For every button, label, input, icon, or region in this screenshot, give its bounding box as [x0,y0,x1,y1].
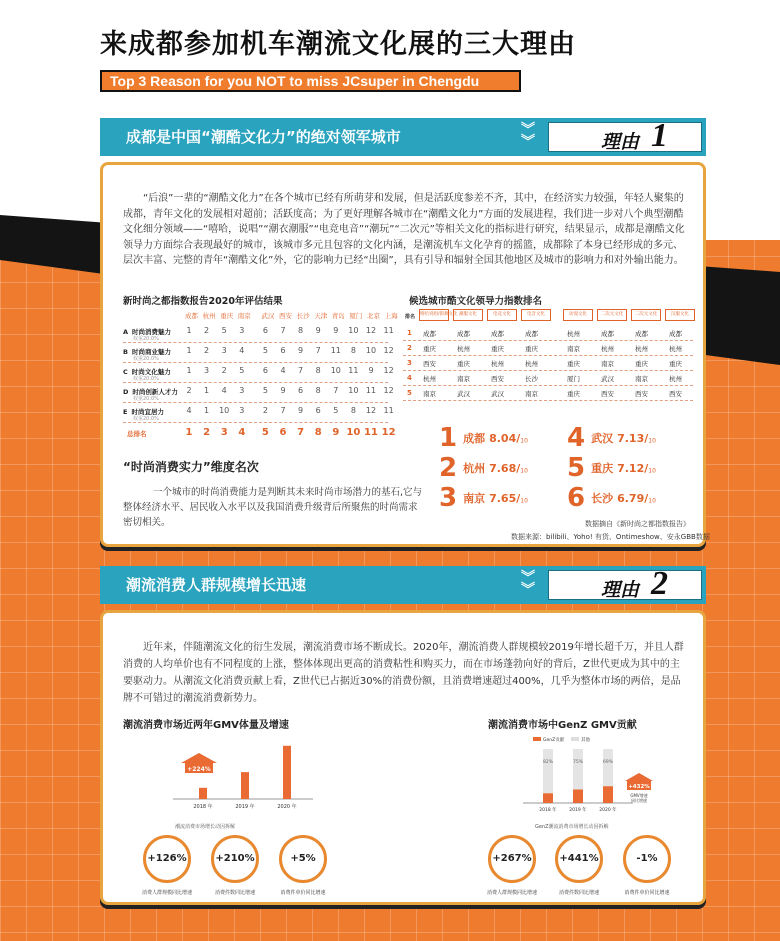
ranking-city: 西安 [669,390,682,398]
ranking-city: 重庆 [567,360,580,368]
table-cell: 10 [219,406,230,415]
table-row-weight: 权重20.0% [133,356,159,362]
table-cell: 7 [280,406,286,415]
chart2-bar-genz [543,793,553,803]
ranking-city: 厦门 [567,375,580,383]
table-cell: 1 [186,366,192,375]
ranking-city: 武汉 [491,390,504,398]
table-row-letter: A [123,328,129,336]
table-cell: 2 [262,406,268,415]
ranking-number: 1 [407,329,412,337]
big-rank-city: 长沙 [591,492,614,505]
table-row-weight: 权重20.0% [133,396,159,402]
table-cell: 5 [221,326,227,335]
growth-arrow-icon [625,773,653,781]
table-cell: 2 [186,386,192,395]
big-rank-number: 1 [439,423,458,453]
big-rank-item [567,483,656,513]
reason2-box [548,565,702,602]
ranking-city: 杭州 [669,375,682,383]
big-rank-unit: 10 [648,467,656,475]
big-rank-score: 7.65/ [489,491,521,505]
table-cell: 5 [262,346,268,355]
table-row-letter: D [123,388,129,396]
stat-circle: +441% [555,835,603,883]
section1-title: 成都是中国“潮酷文化力”的绝对领军城市 [126,128,401,146]
big-rank-city: 杭州 [463,462,486,475]
stat-circle-label: 消费件数同比增速 [558,890,599,896]
ranking-city: 重庆 [669,360,682,368]
table-cell: 8 [315,386,321,395]
section2-paragraph: 近年来，伴随潮流文化的衍生发展，潮流消费市场不断成长。2020年，潮流消费人群规模较2019年增长超千万，并且人群消费的人均单价也有不同程度的上涨，整体体现出更高的消费粘性和购买力，而在市场蓬勃向好的背后，Z世代更成为其中的主要驱动力。从潮流文化消费贡献上看，Z世代已占据近30%的消费份额，且消费增速超过400%，几乎为整体市场的两倍，是品牌不可错过的潮流消费新势力。 [123,642,684,704]
ranking-city: 成都 [669,330,682,338]
source-note-1: 数据摘自《新时尚之都指数报告》 [585,520,690,528]
table-cell: 10 [348,326,359,335]
big-rank-unit: 10 [520,497,528,505]
table-cell: 10 [348,386,359,395]
chart1-x-label: 2019 年 [235,804,255,810]
ranking-city: 杭州 [669,345,682,353]
table-total: 10 [346,427,361,438]
ranking-city: 长沙 [525,375,538,383]
table-cell: 9 [280,386,286,395]
table-city-header: 南京 [237,312,251,320]
ranking-city: 重庆 [525,345,538,353]
ranking-header: 潮服文化 [453,309,483,321]
section2-title: 潮流消费人群规模增长迅速 [126,576,307,594]
table-cell: 3 [239,406,245,415]
ranking-number: 3 [407,359,412,367]
stat-circle-label: 消费人群规模同比增速 [141,890,192,896]
ranking-city: 重庆 [491,345,504,353]
stat-circle-label: 消费件单价同比增速 [624,890,670,896]
ranking-city: 杭州 [601,345,614,353]
section2-card [100,610,706,905]
big-rank-city: 南京 [463,492,486,505]
chart1-bar [199,788,207,799]
growth-arrow-icon [181,753,217,763]
chart1-x-label: 2018 年 [193,804,213,810]
stat-circle-label: 消费人群规模同比增速 [486,890,537,896]
ranking-city: 南京 [423,390,436,398]
chart2-growth-sub1: GMV增速 [630,793,648,798]
table-cell: 6 [262,326,268,335]
table-cell: 7 [280,326,286,335]
ranking-city: 南京 [567,345,580,353]
table-total: 8 [314,427,322,438]
ranking-divider [403,400,693,401]
chart2-x-label: 2019 年 [569,808,587,813]
table-cell: 8 [315,366,321,375]
table-cell: 12 [383,366,394,375]
ranking-city: 杭州 [525,360,538,368]
table-city-header: 青岛 [331,312,345,320]
table-cell: 11 [383,326,394,335]
ranking-city: 杭州 [567,330,580,338]
chart2-pct-label: 75% [572,760,584,765]
table-divider [123,402,388,403]
table-total-label: 总排名 [127,430,147,438]
table-cell: 5 [262,386,268,395]
table-city-header: 厦门 [349,312,363,320]
section2-header [100,566,706,604]
table-cell: 5 [239,366,245,375]
table-total: 12 [381,427,396,438]
table-cell: 12 [365,326,377,335]
table-cell: 6 [280,346,286,355]
ranking-header: 嘻哈说唱/街舞文化 [419,309,449,321]
table-cell: 1 [186,326,192,335]
big-rank-number: 3 [439,483,458,513]
section1-card [100,162,710,547]
big-rank-unit: 10 [520,437,528,445]
ranking-city: 南京 [635,375,648,383]
ranking-city: 成都 [491,330,504,338]
ranking-city: 西安 [635,390,648,398]
table-row-weight: 权重20.0% [133,336,159,342]
big-rank-score: 6.79/ [617,491,649,505]
table-total: 7 [297,427,305,438]
chart2-growth-sub2: 同比增速 [631,798,647,803]
table-cell: 9 [333,326,339,335]
ranking-city: 南京 [601,360,614,368]
ranking-divider [403,340,693,341]
chart2-x-label: 2020 年 [599,808,617,813]
table-cell: 3 [239,386,245,395]
ranking-city: 重庆 [457,360,470,368]
stat-circle-label: 消费件单价同比增速 [280,890,326,896]
chart2-bar-other [543,749,553,793]
table-cell: 7 [298,366,304,375]
ranking-city: 杭州 [491,360,504,368]
ranking-header: 二次元文化 [631,309,661,321]
big-rank-item [439,483,528,513]
table-row-name: 时尚宜居力 [131,408,164,416]
stat-circle: +126% [143,835,191,883]
ranking-city: 成都 [457,330,470,338]
big-rank-number: 6 [567,483,586,513]
table-cell: 10 [330,366,341,375]
ranking-city: 南京 [457,375,470,383]
big-rank-city: 武汉 [591,432,614,445]
chart2-bar-other [573,749,583,790]
table-cell: 7 [333,386,339,395]
section1-paragraph: “后浪”一辈的“潮酷文化力”在各个城市已经有所萌芽和发展，但是活跃度参差不齐，其中，在经济实力较强，年轻人聚集的成都，青年文化的发展相对超前；活跃度高；为了更好理解各城市在“潮酷文化力”方面的发展进程，我们进一步对八个典型潮酷文化细分领域——“嘻哈，说唱”“潮衣潮服”“电竞电音”“潮玩”“二次元”等相关文化的指标进行研究，结果显示，成都是潮酷文化领导力方面综合表现最好的城市，该城市多元且包容的文化内涵，是潮流机车文化孕育的摇篮，成都除了本身已经形成的多元、层次丰富、完整的青年“潮酷文化”外，它的影响力已经“出圈”，具有引导和辐射全国其他地区及城市的影响力和对外输出能力。 [123,193,685,266]
ranking-table [403,309,693,409]
section1-header [100,118,706,156]
ranking-city: 重庆 [635,360,648,368]
reason1-box [548,117,702,154]
stat-circle: +210% [211,835,259,883]
stat-circle: +267% [488,835,536,883]
table-cell: 4 [186,406,192,415]
big-rank-score: 7.68/ [489,461,521,475]
chart2-caption: GenZ潮流消费市场增长动因拆解 [535,824,609,830]
table-city-header: 杭州 [202,312,216,320]
chart2-svg [513,735,663,825]
big-rank-score: 7.12/ [617,461,649,475]
consumption-heading: “时尚消费实力”维度名次 [123,460,259,474]
ranking-title: 候选城市酷文化领导力指数排名 [409,296,543,307]
chart2-title: 潮流消费市场中GenZ GMV贡献 [488,720,637,731]
ranking-number: 4 [407,374,412,382]
table-cell: 10 [365,346,377,355]
table-cell: 4 [280,366,286,375]
table-city-header: 西安 [279,312,292,320]
table-city-header: 重庆 [220,312,234,320]
table-cell: 4 [221,386,227,395]
table-city-header: 上海 [384,312,398,320]
table-cell: 2 [221,366,227,375]
legend-genz-label: GenZ贡献 [543,738,565,743]
stat-circle: +5% [279,835,327,883]
table-row-name: 时尚文化魅力 [131,368,171,376]
table-cell: 11 [330,346,341,355]
table-divider [123,342,388,343]
ranking-divider [403,385,693,386]
chart2-bar-other [603,749,613,786]
table-total: 6 [279,427,287,438]
table-total: 4 [238,427,246,438]
subtitle-banner: Top 3 Reason for you NOT to miss JCsuper in Chengdu [100,70,521,92]
table-total: 3 [220,427,228,438]
chart1-x-label: 2020 年 [277,804,297,810]
legend-genz-swatch [533,737,541,741]
ranking-city: 杭州 [423,375,436,383]
table-cell: 3 [239,326,245,335]
legend-other-swatch [571,737,579,741]
ranking-city: 重庆 [567,390,580,398]
table-cell: 11 [365,386,377,395]
chart2-x-label: 2018 年 [539,808,557,813]
table-row-weight: 权重20.0% [133,376,159,382]
table-row-letter: C [123,368,128,376]
table-total: 11 [364,427,378,438]
chart1-bar [241,772,249,799]
table-total: 9 [332,427,340,438]
chart1-growth-label: +224% [187,766,211,773]
ranking-header: 二次元文化 [597,309,627,321]
table-divider [123,362,388,363]
reason2-number: 2 [651,565,668,602]
stat-circle-label: 消费件数同比增速 [214,890,255,896]
table-cell: 8 [350,346,356,355]
table-cell: 6 [262,366,268,375]
chart2-pct-label: 69% [602,760,614,765]
table-row-name: 时尚商业魅力 [131,348,171,356]
ranking-city: 重庆 [423,345,436,353]
table-total: 2 [203,427,211,438]
table-cell: 9 [298,346,304,355]
ranking-header: 电竞文化 [487,309,517,321]
ranking-city: 武汉 [601,375,614,383]
ranking-city: 成都 [525,330,538,338]
chart2-bar-genz [573,790,583,804]
big-rank-number: 4 [567,423,586,453]
big-rank-number: 5 [567,453,586,483]
fashion-index-table [123,311,398,441]
table-cell: 1 [204,386,210,395]
table-cell: 11 [383,406,394,415]
ranking-divider [403,370,693,371]
consumption-text: 一个城市的时尚消费能力是判断其未来时尚市场潜力的基石,它与整体经济水平、居民收入水平以及我国消费升级背后所聚焦的时尚需求密切相关。 [123,487,423,528]
chart2-bar-genz [603,786,613,803]
big-rank-city: 成都 [463,432,486,445]
table-divider [123,382,388,383]
big-ranks [439,423,689,513]
chart2-pct-label: 82% [542,760,554,765]
big-rank-item [439,423,528,453]
table-cell: 12 [383,346,394,355]
ranking-header: 汉服文化 [665,309,695,321]
ranking-city: 杭州 [457,345,470,353]
table-total: 5 [261,427,269,438]
legend-other-label: 其他 [581,738,590,743]
chart2-growth-label: +432% [628,784,650,790]
table-cell: 2 [204,326,210,335]
table-cell: 6 [298,386,304,395]
ranking-city: 西安 [601,390,614,398]
chart1-bar [283,746,291,799]
table-cell: 2 [204,346,210,355]
big-rank-unit: 10 [648,497,656,505]
table-total: 1 [185,427,193,438]
ranking-number: 2 [407,344,412,352]
ranking-rank-label: 排名 [405,314,416,320]
ranking-header: 动漫文化 [563,309,593,321]
ranking-city: 成都 [601,330,614,338]
ranking-header: 电音文化 [521,309,551,321]
table-row-name: 时尚创新人才力 [132,388,178,396]
big-rank-score: 7.13/ [617,431,649,445]
big-rank-city: 重庆 [591,462,614,475]
table-row-weight: 权重20.0% [133,416,159,422]
table-cell: 5 [333,406,339,415]
ranking-divider [403,355,693,356]
table-cell: 8 [298,326,304,335]
ranking-city: 成都 [423,330,436,338]
ranking-city: 西安 [491,375,504,383]
table-cell: 4 [239,346,245,355]
table-cell: 9 [368,366,374,375]
table-cell: 9 [298,406,304,415]
ranking-city: 成都 [635,330,648,338]
table-cell: 9 [315,326,321,335]
reason1-label: 理由 [601,131,640,153]
reason2-label: 理由 [601,579,640,601]
big-rank-unit: 10 [648,437,656,445]
stat-circle: -1% [623,835,671,883]
ranking-city: 西安 [423,360,436,368]
chevron-down-icon: ︾ ︾ [521,570,535,598]
big-rank-unit: 10 [520,467,528,475]
reason1-number: 1 [651,117,668,154]
big-rank-item [567,453,656,483]
chart1-caption: 潮流消费市场增长动因拆解 [175,824,236,830]
table-city-header: 北京 [367,312,380,320]
big-rank-item [567,423,656,453]
table-city-header: 长沙 [296,312,310,320]
page-title: 来成都参加机车潮流文化展的三大理由 [100,29,576,60]
chevron-down-icon: ︾ ︾ [521,122,535,150]
table-city-header: 成都 [185,312,198,320]
table-cell: 8 [350,406,356,415]
ranking-city: 武汉 [457,390,470,398]
table-cell: 11 [348,366,359,375]
table-cell: 7 [315,346,321,355]
table-cell: 12 [365,406,377,415]
big-rank-score: 8.04/ [489,431,521,445]
table-cell: 12 [383,386,394,395]
table-title: 新时尚之都指数报告2020年评估结果 [123,296,283,307]
chart1-svg [163,735,323,815]
table-cell: 3 [204,366,210,375]
table-row-name: 时尚消费魅力 [132,328,172,336]
big-rank-item [439,453,528,483]
table-cell: 1 [186,346,192,355]
table-row-letter: B [123,348,128,356]
table-cell: 6 [315,406,321,415]
chart1-title: 潮流消费市场近两年GMV体量及增速 [123,720,289,731]
ranking-city: 南京 [525,390,538,398]
table-city-header: 武汉 [261,312,275,320]
ranking-city: 杭州 [635,345,648,353]
table-city-header: 天津 [314,312,328,320]
table-divider [123,422,388,423]
ranking-number: 5 [407,389,412,397]
table-cell: 3 [221,346,227,355]
table-row-letter: E [123,408,128,416]
source-note-2: 数据来源：bilibili、Yoho! 有货、Ontimeshow、安永GBB数据 [511,533,710,541]
big-rank-number: 2 [439,453,458,483]
table-cell: 1 [204,406,210,415]
